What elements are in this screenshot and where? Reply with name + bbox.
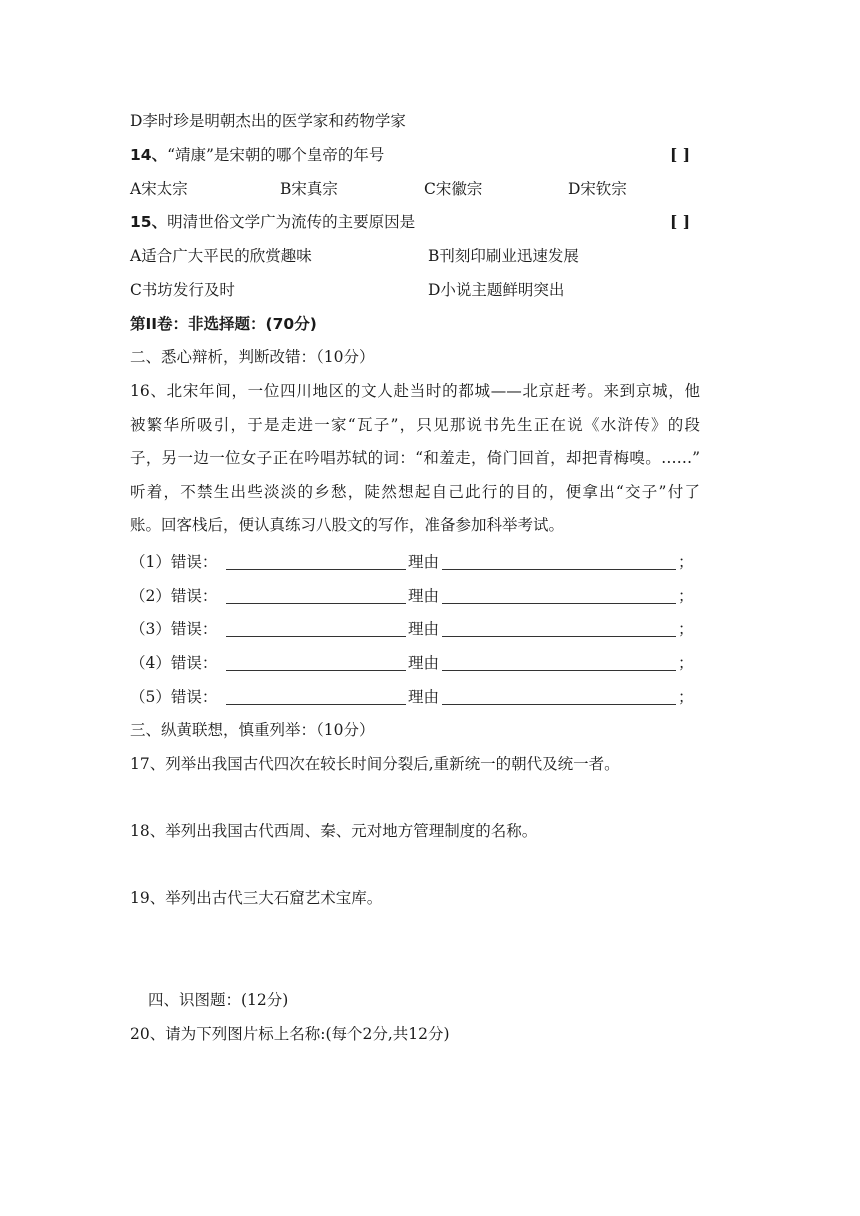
error-blank[interactable]	[226, 686, 406, 705]
error-blank[interactable]	[226, 585, 406, 604]
part4-title: 四、识图题：(12分)	[148, 991, 289, 1009]
q14-text: “靖康”是宋朝的哪个皇帝的年号	[167, 146, 385, 164]
q14-option-b: B宋真宗	[280, 180, 338, 198]
q14-stem	[130, 144, 384, 166]
row-end: ；	[678, 553, 694, 571]
error-blank[interactable]	[226, 618, 406, 637]
q16-answer-row-1	[130, 551, 694, 573]
q14-option-d: D宋钦宗	[568, 180, 627, 198]
q15-number: 15、	[130, 213, 168, 231]
q17-text: 17、列举出我国古代四次在较长时间分裂后,重新统一的朝代及统一者。	[130, 755, 620, 773]
q15-option-a: A适合广大平民的欣赏趣味	[130, 247, 312, 265]
reason-label: 理由	[408, 688, 440, 706]
q16-passage	[130, 375, 700, 543]
q13-option-d: D李时珍是明朝杰出的医学家和药物学家	[130, 112, 406, 130]
part2-title: 二、悉心辩析，判断改错：（10分）	[130, 348, 375, 366]
q18-text: 18、举列出我国古代西周、秦、元对地方管理制度的名称。	[130, 822, 538, 840]
error-blank[interactable]	[226, 652, 406, 671]
q14-option-a: A宋太宗	[130, 180, 188, 198]
section2-title: 第II卷：非选择题：(70分)	[130, 315, 317, 333]
q15-option-d: D小说主题鲜明突出	[428, 281, 565, 299]
reason-blank[interactable]	[442, 618, 676, 637]
q16-line: 16、北宋年间，一位四川地区的文人赴当时的都城——北京赶考。来到京城，他	[130, 382, 700, 400]
reason-label: 理由	[408, 654, 440, 672]
row-end: ；	[678, 587, 694, 605]
q15-option-c: C书坊发行及时	[130, 281, 235, 299]
q16-line: 被繁华所吸引，于是走进一家“瓦子”，只见那说书先生正在说《水浒传》的段	[130, 415, 700, 434]
row-end: ；	[678, 654, 694, 672]
q15-answer-bracket: [ ]	[670, 212, 691, 231]
error-label: （2）错误：	[130, 587, 218, 605]
q16-line: 账。回客栈后，便认真练习八股文的写作，准备参加科举考试。	[130, 516, 565, 534]
row-end: ；	[678, 620, 694, 638]
error-blank[interactable]	[226, 551, 406, 570]
q14-answer-bracket: [ ]	[670, 145, 691, 164]
reason-label: 理由	[408, 553, 440, 571]
q15-stem	[130, 211, 415, 233]
reason-label: 理由	[408, 620, 440, 638]
reason-blank[interactable]	[442, 585, 676, 604]
reason-blank[interactable]	[442, 652, 676, 671]
q16-answer-row-4	[130, 652, 694, 674]
q16-answer-row-5	[130, 686, 694, 708]
q16-line: 听着，不禁生出些淡淡的乡愁，陡然想起自己此行的目的，便拿出“交子”付了	[130, 482, 700, 501]
reason-label: 理由	[408, 587, 440, 605]
q20-text: 20、请为下列图片标上名称:(每个2分,共12分)	[130, 1025, 450, 1043]
q15-text: 明清世俗文学广为流传的主要原因是	[167, 213, 416, 231]
q16-answer-row-3	[130, 618, 694, 640]
error-label: （3）错误：	[130, 620, 218, 638]
q14-number: 14、	[130, 146, 168, 164]
q16-line: 子，另一边一位女子正在吟唱苏轼的词：“和羞走，倚门回首，却把青梅嗅。……”	[130, 449, 700, 467]
reason-blank[interactable]	[442, 686, 676, 705]
q14-option-c: C宋徽宗	[424, 180, 483, 198]
error-label: （1）错误：	[130, 553, 218, 571]
error-label: （5）错误：	[130, 688, 218, 706]
row-end: ；	[678, 688, 694, 706]
error-label: （4）错误：	[130, 654, 218, 672]
q16-answer-row-2	[130, 585, 694, 607]
q15-option-b: B刊刻印刷业迅速发展	[428, 247, 579, 265]
reason-blank[interactable]	[442, 551, 676, 570]
part3-title: 三、纵黄联想，慎重列举：（10分）	[130, 721, 375, 739]
q19-text: 19、举列出古代三大石窟艺术宝库。	[130, 889, 383, 907]
